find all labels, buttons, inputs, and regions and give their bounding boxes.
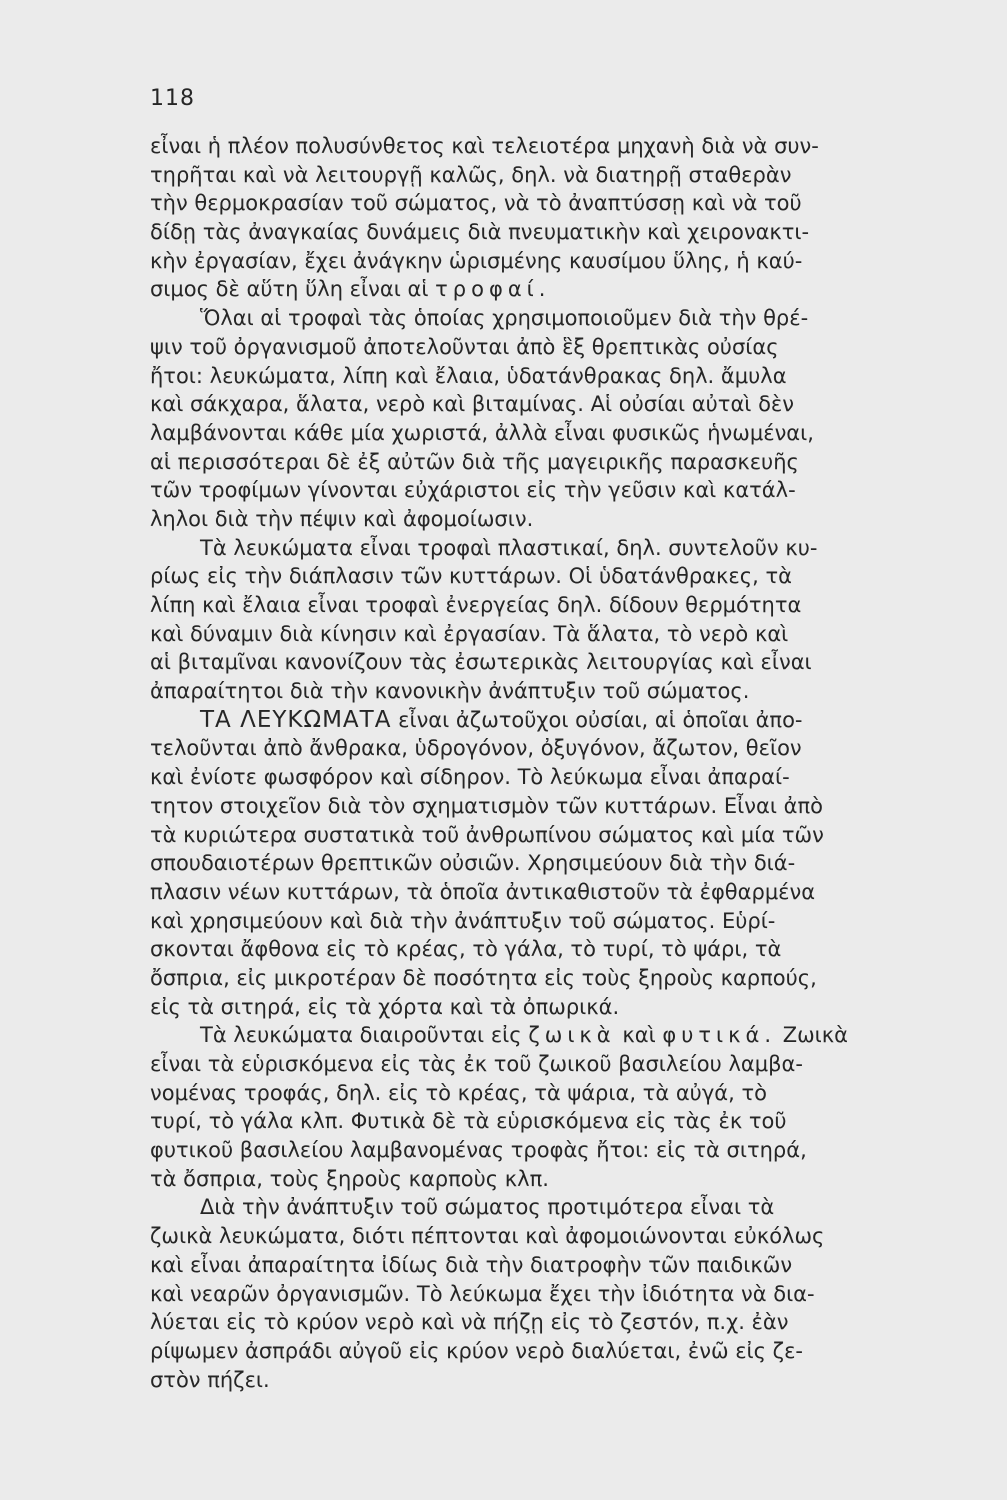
text-line: καὶ σάκχαρα, ἅλατα, νερὸ καὶ βιταμίνας. Αἱ οὐσίαι αὐταὶ δὲν: [150, 392, 794, 417]
text-line: καὶ δύναμιν διὰ κίνησιν καὶ ἐργασίαν. Τὰ ἅλατα, τὸ νερὸ καὶ: [150, 621, 789, 646]
text-line: ρίως εἰς τὴν διάπλασιν τῶν κυττάρων. Οἱ ὑδατάνθρακες, τὰ: [150, 564, 792, 589]
paragraph-2: [150, 304, 940, 534]
paragraph-3: [150, 534, 940, 706]
text-fragment: σιμος δὲ αὕτη ὕλη εἶναι αἱ: [150, 277, 429, 302]
text-line: καὶ ἐνίοτε φωσφόρον καὶ σίδηρον. Τὸ λεύκωμα εἶναι ἀπαραί-: [150, 765, 790, 790]
text-line: λύεται εἰς τὸ κρύον νερὸ καὶ νὰ πήζῃ εἰς τὸ ζεστόν, π.χ. ἐὰν: [150, 1310, 789, 1335]
text-line: τῶν τροφίμων γίνονται εὐχάριστοι εἰς τὴν γεῦσιν καὶ κατάλ-: [150, 478, 796, 503]
text-line: κὴν ἐργασίαν, ἔχει ἀνάγκην ὡρισμένης καυσίμου ὕλης, ἡ καύ-: [150, 248, 803, 273]
paragraph-5: [150, 1021, 940, 1193]
body-text: [150, 132, 940, 1394]
text-line: ἀπαραίτητοι διὰ τὴν κανονικὴν ἀνάπτυξιν τοῦ σώματος.: [150, 679, 750, 704]
text-line: στὸν πήζει.: [150, 1367, 270, 1392]
text-line: λίπη καὶ ἔλαια εἶναι τροφαὶ ἐνεργείας δηλ. δίδουν θερμότητα: [150, 593, 802, 617]
paragraph-6: [150, 1193, 940, 1394]
section-heading: ΤΑ ΛΕΥΚΩΜΑΤΑ: [200, 706, 392, 733]
text-line: εἶναι τὰ εὑρισκόμενα εἰς τὰς ἐκ τοῦ ζωικοῦ βασιλείου λαμβα-: [150, 1052, 803, 1076]
text-line: ψιν τοῦ ὀργανισμοῦ ἀποτελοῦνται ἀπὸ ἓξ θρεπτικὰς οὐσίας: [150, 334, 779, 359]
text-line: τελοῦνται ἀπὸ ἄνθρακα, ὑδρογόνον, ὀξυγόνον, ἄζωτον, θεῖον: [150, 736, 802, 761]
text-line: [150, 706, 940, 735]
text-line: τὰ ὄσπρια, τοὺς ξηροὺς καρποὺς κλπ.: [150, 1166, 549, 1191]
text-line: αἱ περισσότεραι δὲ ἐξ αὐτῶν διὰ τῆς μαγειρικῆς παρασκευῆς: [150, 449, 799, 474]
text-line: [150, 275, 940, 304]
text-line: ἤτοι: λευκώματα, λίπη καὶ ἔλαια, ὑδατάνθρακας δηλ. ἄμυλα: [150, 363, 787, 388]
text-line: καὶ εἶναι ἀπαραίτητα ἰδίως διὰ τὴν διατροφὴν τῶν παιδικῶν: [150, 1252, 793, 1277]
text-line: τὰ κυριώτερα συστατικὰ τοῦ ἀνθρωπίνου σώματος καὶ μία τῶν: [150, 822, 824, 847]
text-line: εἰς τὰ σιτηρά, εἰς τὰ χόρτα καὶ τὰ ὀπωρικά.: [150, 994, 620, 1019]
text-line: σκονται ἄφθονα εἰς τὸ κρέας, τὸ γάλα, τὸ τυρί, τὸ ψάρι, τὰ: [150, 937, 782, 962]
text-line: πλασιν νέων κυττάρων, τὰ ὁποῖα ἀντικαθιστοῦν τὰ ἐφθαρμένα: [150, 879, 816, 904]
text-line: τὴν θερμοκρασίαν τοῦ σώματος, νὰ τὸ ἀναπτύσσῃ καὶ νὰ τοῦ: [150, 191, 802, 216]
text-line: τητον στοιχεῖον διὰ τὸν σχηματισμὸν τῶν κυττάρων. Εἶναι ἀπὸ: [150, 793, 823, 818]
text-line: [150, 1021, 940, 1050]
text-line: τυρί, τὸ γάλα κλπ. Φυτικὰ δὲ τὰ εὑρισκόμενα εἰς τὰς ἐκ τοῦ: [150, 1109, 787, 1134]
text-line: Τὰ λευκώματα εἶναι τροφαὶ πλαστικαί, δηλ. συντελοῦν κυ-: [200, 535, 818, 560]
text-fragment: εἶναι ἀζωτοῦχοι οὐσίαι, αἱ ὁποῖαι ἀπο-: [391, 707, 803, 732]
text-fragment: καὶ: [622, 1023, 656, 1048]
text-line: αἱ βιταμῖναι κανονίζουν τὰς ἐσωτερικὰς λειτουργίας καὶ εἶναι: [150, 650, 812, 675]
text-line: ζωικὰ λευκώματα, διότι πέπτονται καὶ ἀφομοιώνονται εὐκόλως: [150, 1224, 825, 1249]
text-line: Διὰ τὴν ἀνάπτυξιν τοῦ σώματος προτιμότερα εἶναι τὰ: [200, 1195, 775, 1220]
text-line: φυτικοῦ βασιλείου λαμβανομένας τροφὰς ἤτοι: εἰς τὰ σιτηρά,: [150, 1138, 807, 1163]
text-line: καὶ νεαρῶν ὀργανισμῶν. Τὸ λεύκωμα ἔχει τὴν ἰδιότητα νὰ δια-: [150, 1281, 815, 1306]
page-number: 118: [150, 86, 195, 111]
text-line: σπουδαιοτέρων θρεπτικῶν οὐσιῶν. Χρησιμεύουν διὰ τὴν διά-: [150, 851, 796, 876]
paragraph-1: [150, 132, 940, 304]
text-fragment: Τὰ λευκώματα διαιροῦνται εἰς: [200, 1023, 522, 1048]
text-fragment: Ζωικὰ: [782, 1023, 848, 1048]
text-line: εἶναι ἡ πλέον πολυσύνθετος καὶ τελειοτέρα μηχανὴ διὰ νὰ συν-: [150, 134, 819, 158]
text-line: νομένας τροφάς, δηλ. εἰς τὸ κρέας, τὰ ψάρια, τὰ αὐγά, τὸ: [150, 1080, 767, 1105]
text-line: λαμβάνονται κάθε μία χωριστά, ἀλλὰ εἶναι φυσικῶς ἡνωμέναι,: [150, 420, 814, 445]
emphasized-text: φυτικά.: [662, 1023, 777, 1048]
emphasized-text: τροφαί.: [435, 277, 551, 302]
emphasized-text: ζωικὰ: [528, 1023, 616, 1048]
text-line: Ὅλαι αἱ τροφαὶ τὰς ὁποίας χρησιμοποιοῦμεν διὰ τὴν θρέ-: [200, 306, 809, 331]
text-line: καὶ χρησιμεύουν καὶ διὰ τὴν ἀνάπτυξιν τοῦ σώματος. Εὑρί-: [150, 908, 776, 933]
text-line: τηρῆται καὶ νὰ λειτουργῇ καλῶς, δηλ. νὰ διατηρῇ σταθερὰν: [150, 162, 792, 187]
text-line: δίδῃ τὰς ἀναγκαίας δυνάμεις διὰ πνευματικὴν καὶ χειρονακτι-: [150, 220, 810, 245]
text-line: ρίψωμεν ἀσπράδι αὐγοῦ εἰς κρύον νερὸ διαλύεται, ἐνῶ εἰς ζε-: [150, 1338, 804, 1363]
paragraph-4: [150, 706, 940, 1022]
text-line: ληλοι διὰ τὴν πέψιν καὶ ἀφομοίωσιν.: [150, 506, 534, 531]
text-line: ὄσπρια, εἰς μικροτέραν δὲ ποσότητα εἰς τοὺς ξηροὺς καρπούς,: [150, 965, 817, 990]
